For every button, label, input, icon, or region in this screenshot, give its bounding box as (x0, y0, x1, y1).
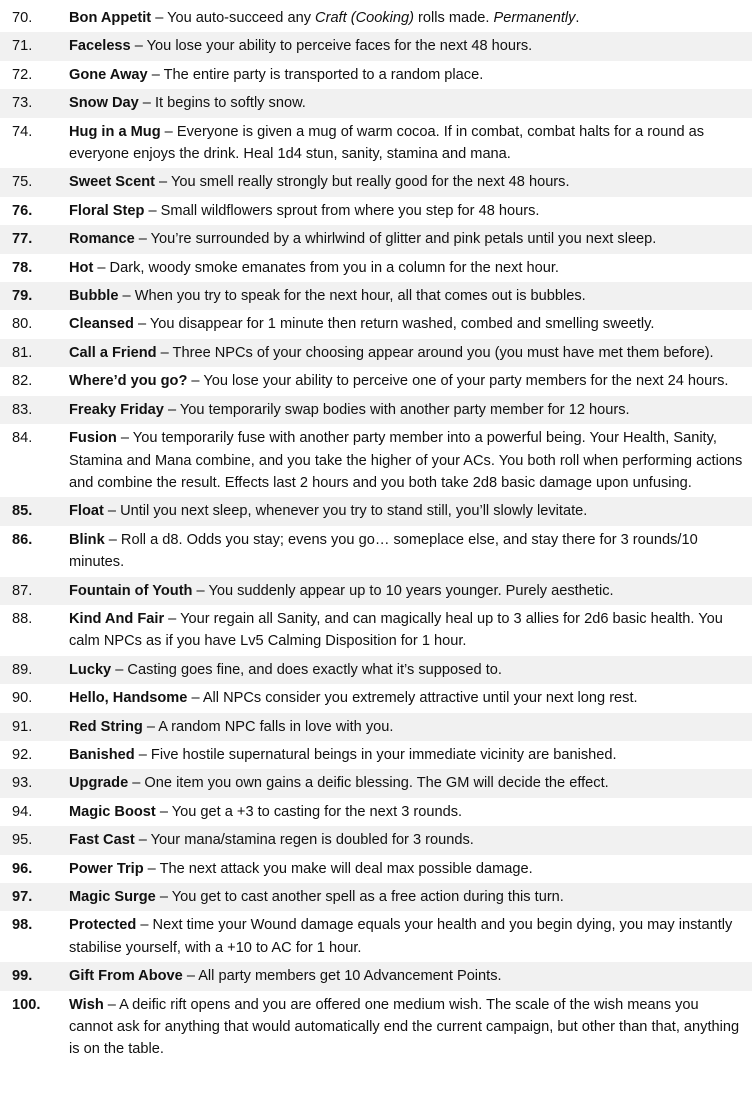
effect-name: Call a Friend (69, 344, 157, 361)
effect-name: Hot (69, 259, 94, 276)
effect-text: – All party members get 10 Advancement Points. (182, 968, 502, 985)
row-number: 82. (12, 373, 33, 390)
row-description (69, 886, 744, 908)
table-row (0, 497, 752, 525)
row-description (69, 427, 744, 494)
row-number: 92. (12, 746, 33, 763)
row-description (69, 7, 744, 29)
effect-emphasis: Craft (Cooking) (315, 10, 414, 26)
effect-text: – You get to cast another spell as a free action during this turn. (155, 889, 564, 905)
row-description (69, 171, 744, 193)
effect-emphasis: Permanently (493, 10, 576, 26)
effect-name: Hug in a Mug (69, 123, 161, 140)
row-number: 99. (12, 968, 33, 985)
effect-text: – Your regain all Sanity, and can magically heal up to 3 allies for 2d6 basic health. You calm NPCs as if you have Lv5 Calming Disposition for 1 hour. (69, 610, 723, 650)
effect-text: – The next attack you make will deal max possible damage. (143, 860, 533, 877)
row-number: 78. (12, 259, 33, 276)
table-row (0, 855, 752, 883)
row-number: 97. (12, 889, 33, 905)
effect-text: – Dark, woody smoke emanates from you in a column for the next hour. (93, 259, 559, 276)
effect-text: – Casting goes fine, and does exactly what it’s supposed to. (111, 661, 502, 678)
effect-text: – Next time your Wound damage equals your health and you begin dying, you may instantly stabilise yourself, with a +10 to AC for 1 hour. (69, 917, 733, 956)
row-number: 88. (12, 610, 33, 627)
effect-name: Romance (69, 231, 135, 248)
row-number: 84. (12, 430, 33, 447)
row-number: 91. (12, 718, 33, 735)
effect-text: – You lose your ability to perceive faces for the next 48 hours. (130, 38, 533, 55)
table-row (0, 656, 752, 684)
effect-text: – You’re surrounded by a whirlwind of glitter and pink petals until you next sleep. (134, 231, 657, 248)
effect-text: rolls made. (414, 10, 494, 26)
table-row (0, 197, 752, 225)
table-row (0, 424, 752, 497)
effect-text: – One item you own gains a deific blessing. The GM will decide the effect. (128, 775, 609, 792)
effect-text: – Small wildflowers sprout from where you step for 48 hours. (144, 202, 540, 219)
row-description (69, 342, 744, 364)
row-description (69, 858, 744, 880)
effect-name: Magic Boost (69, 803, 156, 820)
row-description (69, 829, 744, 851)
effect-name: Where’d you go? (69, 373, 188, 390)
table-row (0, 911, 752, 962)
table-row (0, 769, 752, 797)
effect-name: Fast Cast (69, 832, 135, 849)
row-description (69, 121, 744, 166)
row-number: 71. (12, 38, 33, 55)
effect-text: – Until you next sleep, whenever you try to stand still, you’ll slowly levitate. (103, 503, 588, 520)
table-row (0, 605, 752, 656)
row-description (69, 399, 744, 421)
row-number: 81. (12, 344, 33, 361)
table-row (0, 168, 752, 196)
effect-text: – You smell really strongly but really good for the next 48 hours. (154, 174, 570, 191)
row-description (69, 744, 744, 766)
row-description (69, 257, 744, 279)
effect-name: Wish (69, 996, 104, 1013)
effect-text: – A deific rift opens and you are offered one medium wish. The scale of the wish means you cannot ask for anything that would automatically end the current campaign, but other than that, anything is on the table. (69, 996, 740, 1058)
row-number: 70. (12, 10, 33, 26)
effect-name: Blink (69, 531, 105, 548)
table-row (0, 991, 752, 1064)
table-row (0, 577, 752, 605)
row-number: 89. (12, 661, 33, 678)
row-number: 90. (12, 690, 33, 707)
effect-text: – Three NPCs of your choosing appear around you (you must have met them before). (156, 344, 714, 361)
effect-text: – You get a +3 to casting for the next 3 rounds. (155, 803, 463, 820)
row-description (69, 772, 744, 794)
row-number: 86. (12, 531, 33, 548)
effect-name: Hello, Handsome (69, 690, 188, 707)
table-row (0, 225, 752, 253)
row-description (69, 500, 744, 522)
table-row (0, 713, 752, 741)
row-description (69, 200, 744, 222)
row-description (69, 580, 744, 602)
row-description (69, 994, 744, 1061)
row-number: 100. (12, 996, 41, 1013)
row-number: 93. (12, 775, 33, 792)
effect-text: – You disappear for 1 minute then return washed, combed and smelling sweetly. (133, 316, 655, 333)
effect-name: Faceless (69, 38, 131, 55)
table-row (0, 526, 752, 577)
row-description (69, 285, 744, 307)
effect-name: Fusion (69, 430, 117, 447)
effect-text: – The entire party is transported to a random place. (147, 66, 484, 83)
effect-text: . (575, 10, 580, 26)
table-row (0, 826, 752, 854)
effect-text: – All NPCs consider you extremely attractive until your next long rest. (187, 690, 638, 707)
effect-text: – It begins to softly snow. (138, 95, 306, 112)
effect-name: Gift From Above (69, 968, 183, 985)
effect-name: Protected (69, 917, 137, 934)
row-description (69, 64, 744, 86)
table-row (0, 798, 752, 826)
row-description (69, 914, 744, 959)
effect-text: – You suddenly appear up to 10 years younger. Purely aesthetic. (192, 582, 614, 599)
row-number: 94. (12, 803, 33, 820)
row-description (69, 659, 744, 681)
effect-name: Cleansed (69, 316, 134, 333)
row-number: 85. (12, 503, 33, 520)
effect-name: Gone Away (69, 66, 148, 83)
row-description (69, 35, 744, 57)
effect-name: Bubble (69, 288, 119, 305)
effect-name: Floral Step (69, 202, 145, 219)
table-row (0, 254, 752, 282)
effect-name: Float (69, 503, 104, 520)
row-number: 98. (12, 917, 33, 934)
row-number: 72. (12, 66, 33, 83)
effect-text: – You temporarily fuse with another party member into a powerful being. Your Health, Sanity, Stamina and Mana combine, and you take the higher of your ACs. You both roll when performing actions and combine the result. Effects last 2 hours and you both take 2d8 basic damage upon unfusing. (69, 430, 743, 491)
row-number: 74. (12, 123, 33, 140)
effect-text: – Everyone is given a mug of warm cocoa. If in combat, combat halts for a round as everyone enjoys the drink. Heal 1d4 stun, sanity, stamina and mana. (69, 123, 705, 163)
effect-text: – When you try to speak for the next hour, all that comes out is bubbles. (118, 288, 586, 305)
row-number: 73. (12, 95, 33, 112)
effect-text: – Five hostile supernatural beings in your immediate vicinity are banished. (134, 746, 617, 763)
table-row (0, 684, 752, 712)
effect-name: Kind And Fair (69, 610, 165, 627)
row-description (69, 801, 744, 823)
effect-text: – A random NPC falls in love with you. (142, 718, 394, 735)
row-number: 80. (12, 316, 33, 333)
effect-name: Sweet Scent (69, 174, 155, 191)
row-number: 75. (12, 174, 33, 191)
table-row (0, 4, 752, 32)
effect-name: Banished (69, 746, 135, 763)
effect-name: Fountain of Youth (69, 582, 193, 599)
row-number: 95. (12, 832, 33, 849)
effect-text: – You temporarily swap bodies with another party member for 12 hours. (163, 401, 630, 418)
effect-text: – Roll a d8. Odds you stay; evens you go… someplace else, and stay there for 3 rounds/10 minutes. (69, 531, 698, 571)
row-description (69, 313, 744, 335)
row-number: 83. (12, 401, 33, 418)
table-row (0, 282, 752, 310)
table-row (0, 367, 752, 395)
table-row (0, 310, 752, 338)
table-row (0, 396, 752, 424)
row-number: 79. (12, 288, 33, 305)
row-description (69, 228, 744, 250)
effect-name: Bon Appetit (69, 10, 152, 26)
effect-name: Upgrade (69, 775, 129, 792)
row-number: 76. (12, 202, 33, 219)
effect-text: – You auto-succeed any (151, 10, 316, 26)
row-description (69, 529, 744, 574)
row-description (69, 608, 744, 653)
table-row (0, 118, 752, 169)
row-description (69, 965, 744, 987)
effect-text: – Your mana/stamina regen is doubled for 3 rounds. (134, 832, 474, 849)
effect-text: – You lose your ability to perceive one of your party members for the next 24 hours. (187, 373, 729, 390)
row-description (69, 716, 744, 738)
row-number: 96. (12, 860, 33, 877)
table-row (0, 741, 752, 769)
table-row (0, 883, 752, 911)
table-row (0, 89, 752, 117)
effect-name: Magic Surge (69, 889, 156, 905)
table-row (0, 61, 752, 89)
effect-name: Red String (69, 718, 143, 735)
row-number: 77. (12, 231, 33, 248)
row-description (69, 370, 744, 392)
effect-name: Lucky (69, 661, 112, 678)
row-description (69, 687, 744, 709)
row-description (69, 92, 744, 114)
effect-name: Freaky Friday (69, 401, 164, 418)
table-row (0, 339, 752, 367)
table-row (0, 32, 752, 60)
effect-name: Snow Day (69, 95, 139, 112)
table-row (0, 962, 752, 990)
effect-name: Power Trip (69, 860, 144, 877)
row-number: 87. (12, 582, 33, 599)
